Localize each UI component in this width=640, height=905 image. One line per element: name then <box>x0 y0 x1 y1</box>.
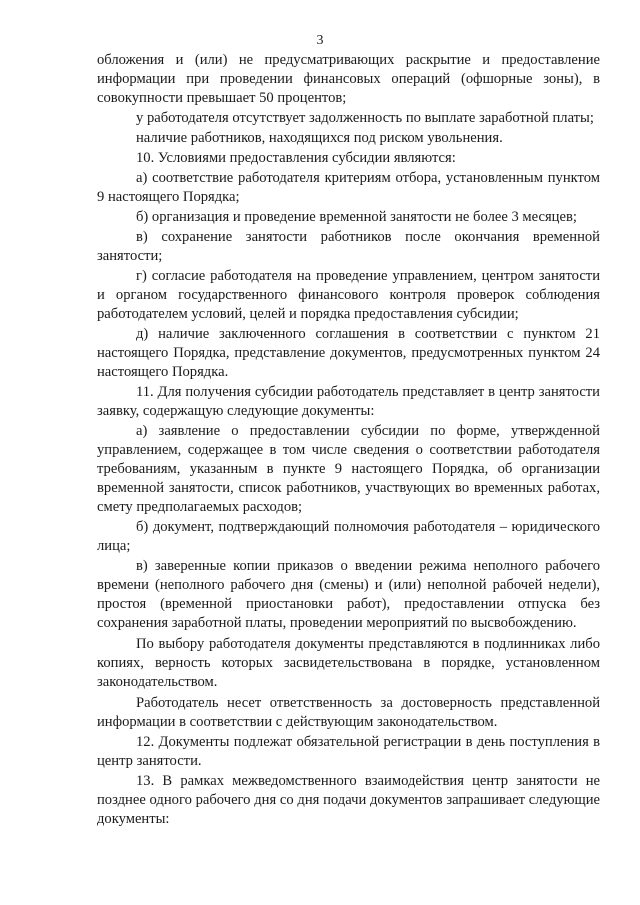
paragraph-10-b: б) организация и проведение временной занятости не более 3 месяцев; <box>136 209 577 225</box>
page-number: 3 <box>316 33 324 48</box>
paragraph-10-d: д) наличие заключенного соглашения в соответствии с пунктом 21 настоящего Порядка, представление документов, предусмотренных пунктом 24 настоящего Порядка. <box>97 326 600 380</box>
paragraph-12: 12. Документы подлежат обязательной регистрации в день поступления в центр занятости. <box>97 734 600 769</box>
paragraph-11-v: в) заверенные копии приказов о введении режима неполного рабочего времени (неполного рабочего дня (смены) и (или) неполной рабочей недели), простоя (временной приостановки работ), предоставлении отпуска без сохранения заработной платы, проведении мероприятий по высвобождению. <box>97 558 600 631</box>
paragraph-11-heading: 11. Для получения субсидии работодатель представляет в центр занятости заявку, содержащую следующие документы: <box>97 384 600 419</box>
paragraph-11-a: а) заявление о предоставлении субсидии по форме, утвержденной управлением, содержащее в том числе сведения о соответствии работодателя требованиям, указанным в пункте 9 настоящего Порядка, об организации временной занятости, список работников, участвующих во временных работах, смету предполагаемых расходов; <box>97 423 600 515</box>
paragraph-dismissal-risk: наличие работников, находящихся под риском увольнения. <box>136 130 503 146</box>
paragraph-13: 13. В рамках межведомственного взаимодействия центр занятости не позднее одного рабочего дня со дня подачи документов запрашивает следующие документы: <box>97 773 600 827</box>
paragraph-responsibility: Работодатель несет ответственность за достоверность представленной информации в соответствии с действующим законодательством. <box>97 695 600 730</box>
paragraph-no-wage-arrears: у работодателя отсутствует задолженность по выплате заработной платы; <box>136 110 594 126</box>
paragraph-11-b: б) документ, подтверждающий полномочия работодателя – юридического лица; <box>97 519 600 554</box>
paragraph-continuation: обложения и (или) не предусматривающих раскрытие и предоставление информации при проведении финансовых операций (офшорные зоны), в совокупности превышает 50 процентов; <box>97 52 600 106</box>
paragraph-originals-or-copies: По выбору работодателя документы представляются в подлинниках либо копиях, верность которых засвидетельствована в порядке, установленном законодательством. <box>97 636 600 690</box>
document-body <box>97 51 600 829</box>
paragraph-10-v: в) сохранение занятости работников после окончания временной занятости; <box>97 229 600 264</box>
paragraph-10-g: г) согласие работодателя на проведение управлением, центром занятости и органом государственного финансового контроля проверок соблюдения работодателем условий, целей и порядка предоставления субсидии; <box>97 268 600 322</box>
paragraph-10-heading: 10. Условиями предоставления субсидии являются: <box>136 150 456 166</box>
paragraph-10-a: а) соответствие работодателя критериям отбора, установленным пунктом 9 настоящего Порядка; <box>97 170 600 205</box>
